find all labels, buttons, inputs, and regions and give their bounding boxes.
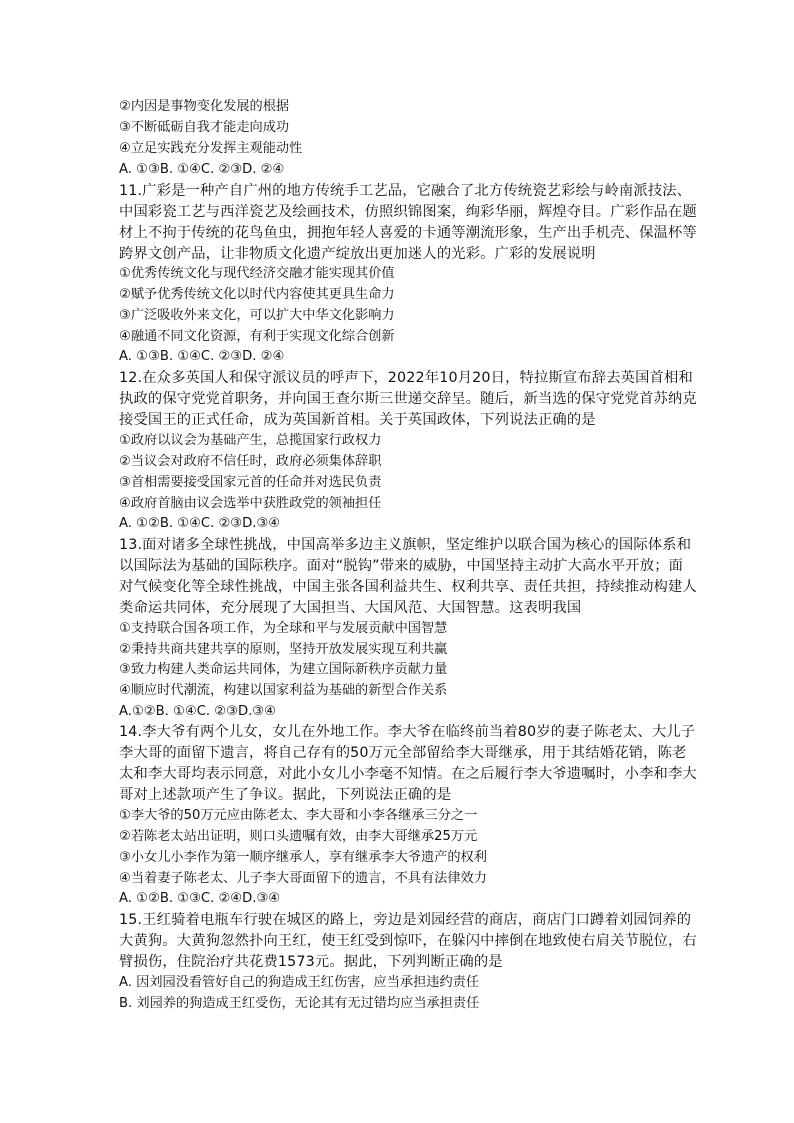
option-line: A. ①②B. ①③C. ②④D.③④ <box>119 891 281 906</box>
question-text-line: 14.李大爷有两个儿女，女儿在外地工作。李大爷在临终前当着80岁的妻子陈老太、大儿子 <box>119 724 696 740</box>
option-line: ③不断砥砺自我才能走向成功 <box>119 120 290 135</box>
question-text-line: 11.广彩是一种产自广州的地方传统手工艺品，它融合了北方传统瓷艺彩绘与岭南派技法、 <box>119 183 692 199</box>
question-text-line: 对气候变化等全球性挑战，中国主张各国利益共生、权利共享、责任共担，持续推动构建人 <box>119 579 697 595</box>
option-line: A. ①③B. ①④C. ②③D. ②④ <box>119 349 285 364</box>
option-line: ③广泛吸收外来文化，可以扩大中华文化影响力 <box>119 308 395 323</box>
option-line: ①政府以议会为基础产生，总揽国家行政权力 <box>119 433 382 448</box>
option-line: ①支持联合国各项工作，为全球和平与发展贡献中国智慧 <box>119 621 448 636</box>
option-line: A. ①③B. ①④C. ②③D. ②④ <box>119 162 285 177</box>
option-line: ③致力构建人类命运共同体，为建立国际新秩序贡献力量 <box>119 662 448 677</box>
question-text-line: 类命运共同体，充分展现了大国担当、大国风范、大国智慧。这表明我国 <box>119 600 582 616</box>
question-text-line: 执政的保守党党首职务，并向国王查尔斯三世递交辞呈。随后，新当选的保守党党首苏纳克 <box>119 391 697 407</box>
option-line: ③小女儿小李作为第一顺序继承人，享有继承李大爷遗产的权利 <box>119 850 487 865</box>
question-text-line: 臂损伤，住院治疗共花费1573元。据此，下列判断正确的是 <box>119 954 503 970</box>
question-text-line: 材上不拘于传统的花鸟鱼虫，拥抱年轻人喜爱的卡通等潮流形象，生产出手机壳、保温杯等 <box>119 225 697 241</box>
option-line: ③首相需要接受国家元首的任命并对选民负责 <box>119 475 382 490</box>
question-text-line: 大黄狗。大黄狗忽然扑向王红，使王红受到惊吓，在躲闪中摔倒在地致使右肩关节脱位，右 <box>119 933 697 949</box>
question-text-line: 12.在众多英国人和保守派议员的呼声下，2022年10月20日，特拉斯宣布辞去英国首相和 <box>119 370 693 386</box>
option-line: ④当着妻子陈老太、儿子李大哥面留下的遗言，不具有法律效力 <box>119 871 487 886</box>
question-text-line: 13.面对诸多全球性挑战，中国高举多边主义旗帜，坚定维护以联合国为核心的国际体系和 <box>119 537 692 553</box>
option-line: ④政府首脑由议会选举中获胜政党的领袖担任 <box>119 496 382 511</box>
option-line: ②当议会对政府不信任时，政府必须集体辞职 <box>119 454 382 469</box>
option-line: A. 因刘园没看管好自己的狗造成王红伤害，应当承担违约责任 <box>119 975 480 990</box>
option-line: ②若陈老太站出证明，则口头遗嘱有效，由李大哥继承25万元 <box>119 829 478 844</box>
option-line: ④立足实践充分发挥主观能动性 <box>119 141 303 156</box>
option-line: ②赋予优秀传统文化以时代内容使其更具生命力 <box>119 287 395 302</box>
question-text-line: 以国际法为基础的国际秩序。面对“脱钩”带来的威胁，中国坚持主动扩大高水平开放；面 <box>119 558 684 574</box>
option-line: ④融通不同文化资源，有利于实现文化综合创新 <box>119 329 395 344</box>
option-line: B. 刘园养的狗造成王红受伤，无论其有无过错均应当承担责任 <box>119 996 480 1011</box>
option-line: ②内因是事物变化发展的根据 <box>119 99 290 114</box>
question-text-line: 哥对上述款项产生了争议。据此，下列说法正确的是 <box>119 787 452 803</box>
question-text-line: 15.王红骑着电瓶车行驶在城区的路上，旁边是刘园经营的商店，商店门口蹲着刘园饲养的 <box>119 912 692 928</box>
option-line: ④顺应时代潮流，构建以国家利益为基础的新型合作关系 <box>119 683 448 698</box>
question-text-line: 李大哥的面留下遗言，将自己存有的50万元全部留给李大哥继承，用于其结婚花销，陈老 <box>119 745 687 761</box>
question-text-line: 接受国王的正式任命，成为英国新首相。关于英国政体，下列说法正确的是 <box>119 412 596 428</box>
question-text-line: 中国彩瓷工艺与西洋瓷艺及绘画技术，仿照织锦图案，绚彩华丽，辉煌夺目。广彩作品在题 <box>119 204 697 220</box>
option-line: A. ①②B. ①④C. ②③D.③④ <box>119 516 281 531</box>
option-line: ①优秀传统文化与现代经济交融才能实现其价值 <box>119 266 395 281</box>
question-text-line: 太和李大哥均表示同意，对此小女儿小李毫不知情。在之后履行李大爷遗嘱时，小李和李大 <box>119 766 697 782</box>
question-text-line: 跨界文创产品，让非物质文化遗产绽放出更加迷人的光彩。广彩的发展说明 <box>119 246 596 262</box>
option-line: ②秉持共商共建共享的原则，坚持开放发展实现互利共赢 <box>119 642 448 657</box>
option-line: ①李大爷的50万元应由陈老太、李大哥和小李各继承三分之一 <box>119 808 478 823</box>
option-line: A.①②B. ①④C. ②③D.③④ <box>119 704 276 719</box>
